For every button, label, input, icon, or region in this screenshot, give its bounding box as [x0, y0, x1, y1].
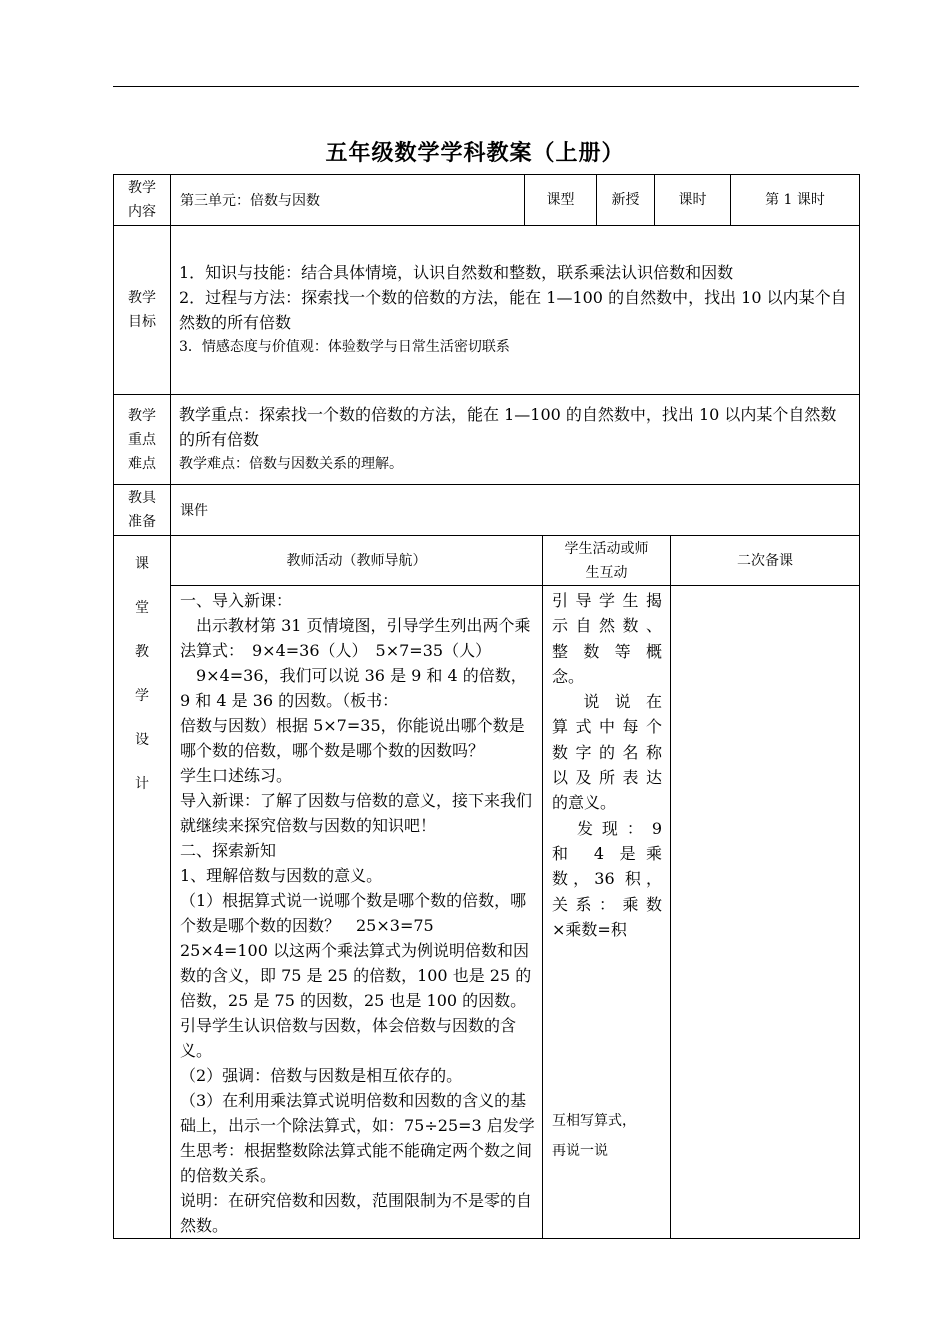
- type-value: 新授: [597, 175, 655, 226]
- student-line: 说说在: [552, 692, 662, 712]
- header-rule: [113, 86, 859, 87]
- student-activities: [543, 586, 671, 1239]
- teacher-line: （3）在利用乘法算式说明倍数和因数的含义的基础上，出示一个除法算式，如：75÷25=3 启发学生思考：根据整数除法算式能不能确定两个数之间的倍数关系。: [180, 1091, 535, 1185]
- student-line: 整数等概: [552, 641, 662, 661]
- teacher-line: 学生口述练习。: [180, 766, 293, 785]
- key-point: 教学重点：探索找一个数的倍数的方法，能在 1—100 的自然数中，找出 10 以内某个自然数的所有倍数: [179, 405, 837, 449]
- period-label: 课时: [655, 175, 731, 226]
- design-body-row: [114, 586, 860, 1239]
- design-header-row: [114, 536, 860, 586]
- student-line: 数，36 积，: [552, 869, 662, 889]
- page-title: 五年级数学学科教案（上册）: [325, 141, 625, 166]
- col-review-header: 二次备课: [671, 536, 860, 586]
- teacher-line: 1、理解倍数与因数的意义。: [180, 866, 383, 885]
- student-line: 关系：乘数: [552, 894, 662, 914]
- teacher-line: 导入新课：了解了因数与倍数的意义，接下来我们就继续来探究倍数与因数的知识吧！: [180, 791, 533, 835]
- goal-line: 2．过程与方法：探索找一个数的倍数的方法，能在 1—100 的自然数中，找出 10 以内某个自然数的所有倍数: [179, 288, 847, 332]
- teacher-line: （2）强调：倍数与因数是相互依存的。: [180, 1066, 463, 1085]
- period-value: 第 1 课时: [731, 175, 860, 226]
- student-line: 算式中每个: [552, 717, 662, 737]
- lesson-plan-table: [113, 174, 860, 1239]
- review-cell: [671, 586, 860, 1239]
- tools-value: 课件: [171, 485, 860, 536]
- student-line: 以及所表达: [552, 768, 662, 788]
- teacher-line: 说明：在研究倍数和因数，范围限制为不是零的自然数。: [180, 1191, 533, 1235]
- focus-row: [114, 395, 860, 485]
- tools-row: [114, 485, 860, 536]
- teacher-line: 一、导入新课：: [180, 591, 293, 610]
- teacher-line: 9×4=36，我们可以说 36 是 9 和 4 的倍数，9 和 4 是 36 的因数。（板书：: [180, 666, 527, 710]
- design-side-label: 课 堂 教 学 设 计: [114, 536, 171, 1239]
- teacher-line: （1）根据算式说一说哪个数是哪个数的倍数，哪个数是哪个数的因数？ 25×3=75 25×4=100 以这两个乘法算式为例说明倍数和因数的含义，即 75 是 25 的倍数，100 也是 25 的倍数，25 是 75 的因数，25 也是 100 的因数。引导学生认识倍数与因数，体会倍数与因数的含义。: [180, 891, 532, 1060]
- content-label: 教学内容: [114, 175, 171, 226]
- teacher-line: 出示教材第 31 页情境图，引导学生列出两个乘法算式： 9×4=36（人） 5×7=35（人）: [180, 616, 531, 660]
- type-label: 课型: [525, 175, 597, 226]
- focus-label: 教学重点难点: [114, 395, 171, 485]
- student-bottom-note: 互相写算式， 再说一说: [552, 1113, 636, 1159]
- teacher-line: 倍数与因数）根据 5×7=35，你能说出哪个数是哪个数的倍数，哪个数是哪个数的因数吗？: [180, 716, 525, 760]
- teacher-activities: [171, 586, 543, 1239]
- header-row: [114, 175, 860, 226]
- student-line: 的意义。: [552, 793, 617, 813]
- teacher-line: 二、探索新知: [180, 841, 277, 860]
- student-line: 发现：9: [552, 818, 662, 838]
- goals-row: [114, 226, 860, 395]
- student-line: 示自然数、: [552, 616, 662, 636]
- focus-content: [171, 395, 860, 485]
- goal-line: 3．情感态度与价值观：体验数学与日常生活密切联系: [179, 339, 510, 355]
- student-line: 念。: [552, 666, 585, 686]
- col-teacher-header: 教师活动（教师导航）: [171, 536, 543, 586]
- goals-content: [171, 226, 860, 395]
- student-line: 引导学生揭: [552, 591, 662, 610]
- student-line: ×乘数=积: [552, 919, 627, 939]
- col-student-header: 学生活动或师生互动: [543, 536, 671, 586]
- goal-line: 1．知识与技能：结合具体情境，认识自然数和整数，联系乘法认识倍数和因数: [179, 263, 734, 282]
- student-line: 数字的名称: [552, 742, 662, 762]
- tools-label: 教具准备: [114, 485, 171, 536]
- difficulty: 教学难点：倍数与因数关系的理解。: [179, 456, 403, 472]
- content-value: 第三单元：倍数与因数: [171, 175, 525, 226]
- goals-label: 教学目标: [114, 226, 171, 395]
- student-line: 和 4 是乘: [552, 843, 662, 863]
